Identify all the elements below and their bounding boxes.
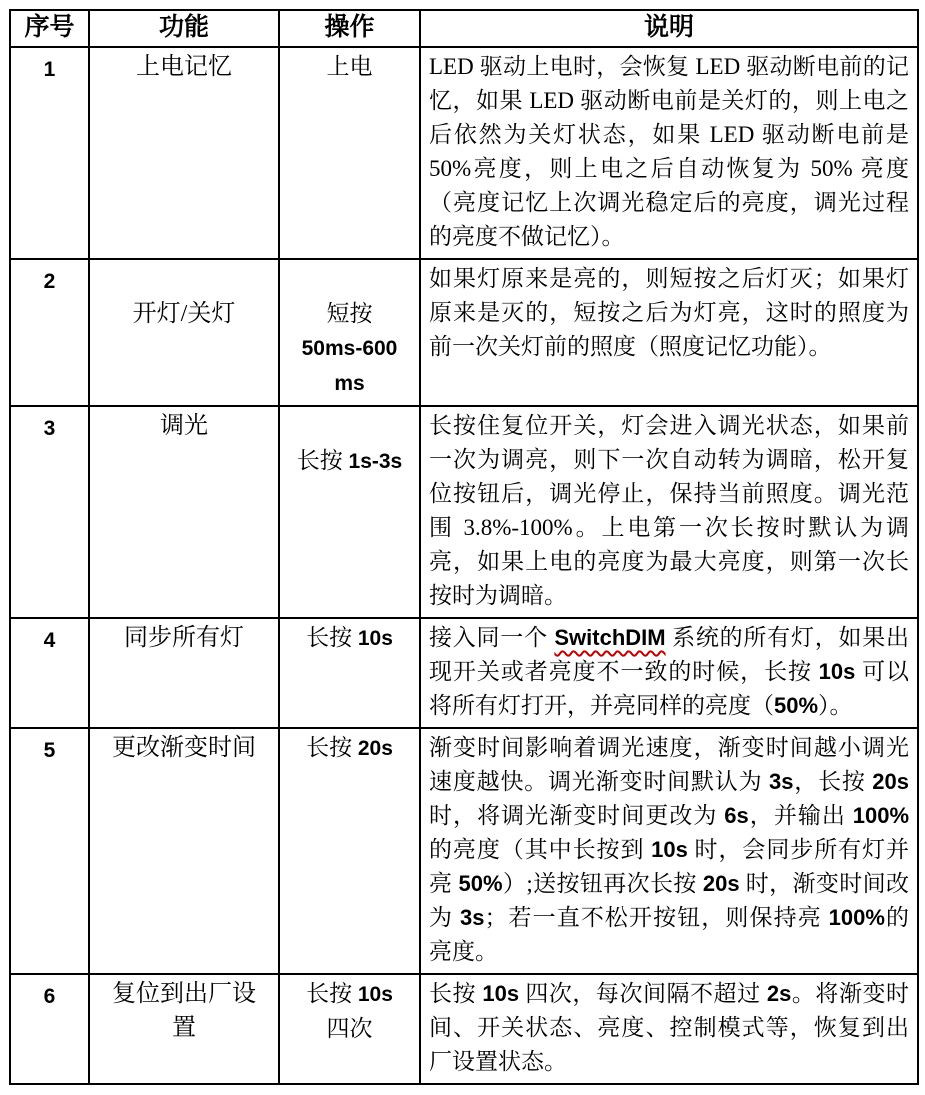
table-row — [10, 974, 918, 1084]
cell-function: 上电记忆 — [89, 47, 279, 259]
cell-description: 渐变时间影响着调光速度，渐变时间越小调光速度越快。调光渐变时间默认为 3s，长按 20s 时，将调光渐变时间更改为 6s，并输出 100%的亮度（其中长按到 10s 时，会同步所有灯并亮 50%）;送按钮再次长按 20s 时，渐变时间改为 3s；若一直不松开按钮，则保持亮 100%的亮度。 — [420, 728, 918, 974]
latin-text: 2s — [766, 981, 792, 1006]
column-header-function: 功能 — [89, 10, 279, 47]
column-header-no: 序号 — [10, 10, 89, 47]
cell-description: LED 驱动上电时，会恢复 LED 驱动断电前的记忆，如果 LED 驱动断电前是关灯的，则上电之后依然为关灯状态，如果 LED 驱动断电前是 50%亮度，则上电之后自动恢复为 50% 亮度（亮度记忆上次调光稳定后的亮度，调光过程的亮度不做记忆）。 — [420, 47, 918, 259]
cell-function: 调光 — [89, 406, 279, 618]
latin-text: 10s — [357, 983, 393, 1006]
cell-no — [10, 728, 89, 974]
latin-text: ms — [334, 372, 365, 395]
column-header-operation: 操作 — [279, 10, 420, 47]
latin-text: 10s — [357, 627, 393, 650]
latin-text: 20s — [357, 737, 393, 760]
cell-description: 接入同一个 SwitchDIM 系统的所有灯，如果出现开关或者亮度不一致的时候，长按 10s 可以将所有灯打开，并亮同样的亮度（50%）。 — [420, 618, 918, 728]
latin-text: 50% — [774, 693, 819, 718]
cell-function: 同步所有灯 — [89, 618, 279, 728]
latin-text: 10s — [482, 981, 520, 1006]
latin-text: 3s — [459, 905, 485, 930]
cell-function: 复位到出厂设置 — [89, 974, 279, 1084]
cell-function: 更改渐变时间 — [89, 728, 279, 974]
latin-text: 5 — [43, 739, 56, 762]
table-row — [10, 728, 918, 974]
table-row — [10, 259, 918, 406]
latin-text: 100% — [852, 803, 910, 828]
latin-text: 1 — [43, 58, 56, 81]
table-row — [10, 618, 918, 728]
cell-no — [10, 618, 89, 728]
cell-operation: 长按 10s — [279, 618, 420, 728]
column-header-description: 说明 — [420, 10, 918, 47]
latin-text: 10s — [818, 659, 856, 684]
table-row — [10, 47, 918, 259]
cell-no — [10, 974, 89, 1084]
latin-text: 6 — [43, 985, 56, 1008]
latin-text: 3s — [768, 769, 794, 794]
latin-text: 6s — [724, 803, 749, 828]
function-table — [9, 9, 919, 1085]
cell-description: 如果灯原来是亮的，则短按之后灯灭；如果灯原来是灭的，短按之后为灯亮，这时的照度为前一次关灯前的照度（照度记忆功能）。 — [420, 259, 918, 406]
latin-text: 100% — [828, 905, 885, 930]
latin-text: 20s — [702, 871, 740, 896]
latin-text: 2 — [43, 270, 56, 293]
cell-operation: 上电 — [279, 47, 420, 259]
latin-text: 3 — [43, 417, 56, 440]
table-header-row — [10, 10, 918, 47]
latin-text: 10s — [651, 837, 688, 862]
table-body — [10, 47, 918, 1084]
cell-operation: 短按 50ms-600 ms — [279, 259, 420, 406]
cell-operation: 长按 20s — [279, 728, 420, 974]
cell-no — [10, 406, 89, 618]
cell-no — [10, 259, 89, 406]
cell-operation: 长按 10s 四次 — [279, 974, 420, 1084]
latin-text: 50ms-600 — [301, 337, 398, 360]
latin-text: 1s-3s — [348, 450, 403, 473]
cell-function: 开灯/关灯 — [89, 259, 279, 406]
cell-description: 长按 10s 四次，每次间隔不超过 2s。将渐变时间、开关状态、亮度、控制模式等，恢复到出厂设置状态。 — [420, 974, 918, 1084]
misspelled-word: SwitchDIM — [554, 625, 666, 650]
latin-text: 4 — [43, 629, 56, 652]
latin-text: 20s — [872, 769, 910, 794]
latin-text: 50% — [458, 871, 503, 896]
cell-description: 长按住复位开关，灯会进入调光状态，如果前一次为调亮，则下一次自动转为调暗，松开复位按钮后，调光停止，保持当前照度。调光范围 3.8%-100%。上电第一次长按时默认为调亮，如果上电的亮度为最大亮度，则第一次长按时为调暗。 — [420, 406, 918, 618]
cell-operation: 长按 1s-3s — [279, 406, 420, 618]
cell-no — [10, 47, 89, 259]
table-row — [10, 406, 918, 618]
